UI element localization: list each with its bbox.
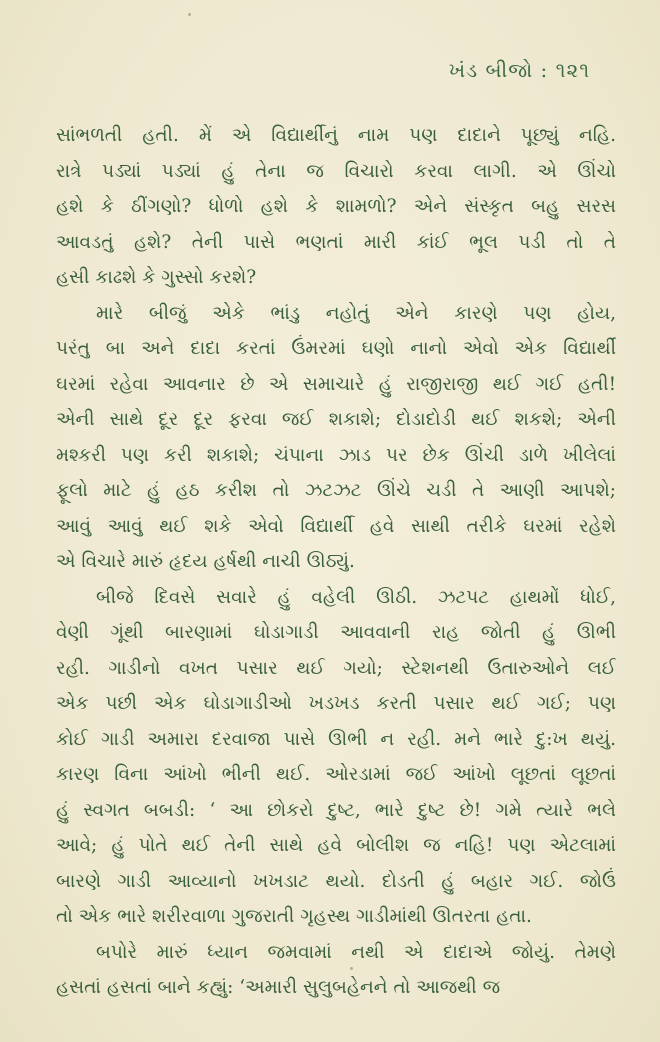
text-line: કારણ વિના આંખો ભીની થઈ. ઓરડામાં જઈ આંખો લૂછતાં લૂછતાં bbox=[56, 764, 616, 785]
text-line: કોઈ ગાડી અમારા દરવાજા પાસે ઊભી ન રહી. મને ભારે દુ:ખ થયું. bbox=[56, 728, 616, 750]
paper-speck bbox=[350, 967, 353, 970]
text-line: સાંભળતી હતી. મેં એ વિદ્યાર્થીનું નામ પણ દાદાને પૂછ્યું નહિ. bbox=[56, 125, 616, 146]
text-line: બપોરે મારું ધ્યાન જમવામાં નથી એ દાદાએ જોયું. તેમણે bbox=[96, 941, 616, 963]
text-line: આવે; હું પોતે થઈ તેની સાથે હવે બોલીશ જ નહિ! પણ એટલામાં bbox=[56, 835, 616, 856]
text-line: તો એક ભારે શરીરવાળા ગુજરાતી ગૃહસ્થ ગાડીમાંથી ઊતરતા હતા. bbox=[56, 906, 532, 927]
text-line: રહી. ગાડીનો વખત પસાર થઈ ગયો; સ્ટેશનથી ઉતારુઓને લઈ bbox=[56, 657, 616, 679]
text-line: ફૂલો માટે હું હઠ કરીશ તો ઝટઝટ ઊંચે ચડી તે આણી આપશે; bbox=[56, 480, 616, 501]
text-line: બીજે દિવસે સવારે હું વહેલી ઊઠી. ઝટપટ હાથમોં ધોઈ, bbox=[96, 586, 616, 608]
text-line: એની સાથે દૂર દૂર ફરવા જઈ શકાશે; દોડાદોડી થઈ શકશે; એની bbox=[56, 409, 616, 430]
body-text bbox=[56, 118, 616, 1006]
text-line: બારણે ગાડી આવ્યાનો ખખડાટ થયો. દોડતી હું બહાર ગઈ. જોઉં bbox=[56, 870, 616, 892]
text-line: હું સ્વગત બબડી: ‘ આ છોકરો દુષ્ટ, ભારે દુષ્ટ છે! ગમે ત્યારે ભલે bbox=[56, 799, 616, 821]
running-head: ખંડ બીજો : ૧૨૧ bbox=[448, 58, 590, 82]
paper-speck bbox=[188, 13, 191, 16]
text-line: આવડતું હશે? તેની પાસે ભણતાં મારી કાંઈ ભૂલ પડી તો તે bbox=[56, 231, 616, 253]
text-line: હસી કાઢશે કે ગુસ્સો કરશે? bbox=[56, 267, 257, 288]
text-line: મશ્કરી પણ કરી શકાશે; ચંપાના ઝાડ પર છેક ઊંચી ડાળે ખીલેલાં bbox=[56, 444, 616, 466]
text-line: રાત્રે પડ્યાં પડ્યાં હું તેના જ વિચારો કરવા લાગી. એ ઊંચો bbox=[56, 160, 616, 182]
text-line: પરંતુ બા અને દાદા કરતાં ઉંમરમાં ઘણો નાનો એવો એક વિદ્યાર્થી bbox=[56, 338, 616, 359]
text-line: મારે બીજું એકે ભાંડુ નહોતું એને કારણે પણ હોય, bbox=[96, 302, 616, 324]
text-line: વેણી ગૂંથી બારણામાં ઘોડાગાડી આવવાની રાહ જોતી હું ઊભી bbox=[56, 622, 616, 643]
text-line: હશે કે ઠીંગણો? ધોળો હશે કે શામળો? એને સંસ્કૃત બહુ સરસ bbox=[56, 196, 616, 217]
text-line: હસતાં હસતાં બાને કહ્યું: ‘અમારી સુલુબહેનને તો આજથી જ bbox=[56, 977, 501, 998]
text-line: એક પછી એક ઘોડાગાડીઓ ખડખડ કરતી પસાર થઈ ગઈ; પણ bbox=[56, 693, 616, 714]
text-line: આવું આવું થઈ શકે એવો વિદ્યાર્થી હવે સાથી તરીકે ઘરમાં રહેશે bbox=[56, 515, 616, 537]
text-line: ઘરમાં રહેવા આવનાર છે એ સમાચારે હું રાજીરાજી થઈ ગઈ હતી! bbox=[56, 373, 616, 395]
text-line: એ વિચારે મારું હૃદય હર્ષથી નાચી ઊઠ્યું. bbox=[56, 551, 355, 572]
